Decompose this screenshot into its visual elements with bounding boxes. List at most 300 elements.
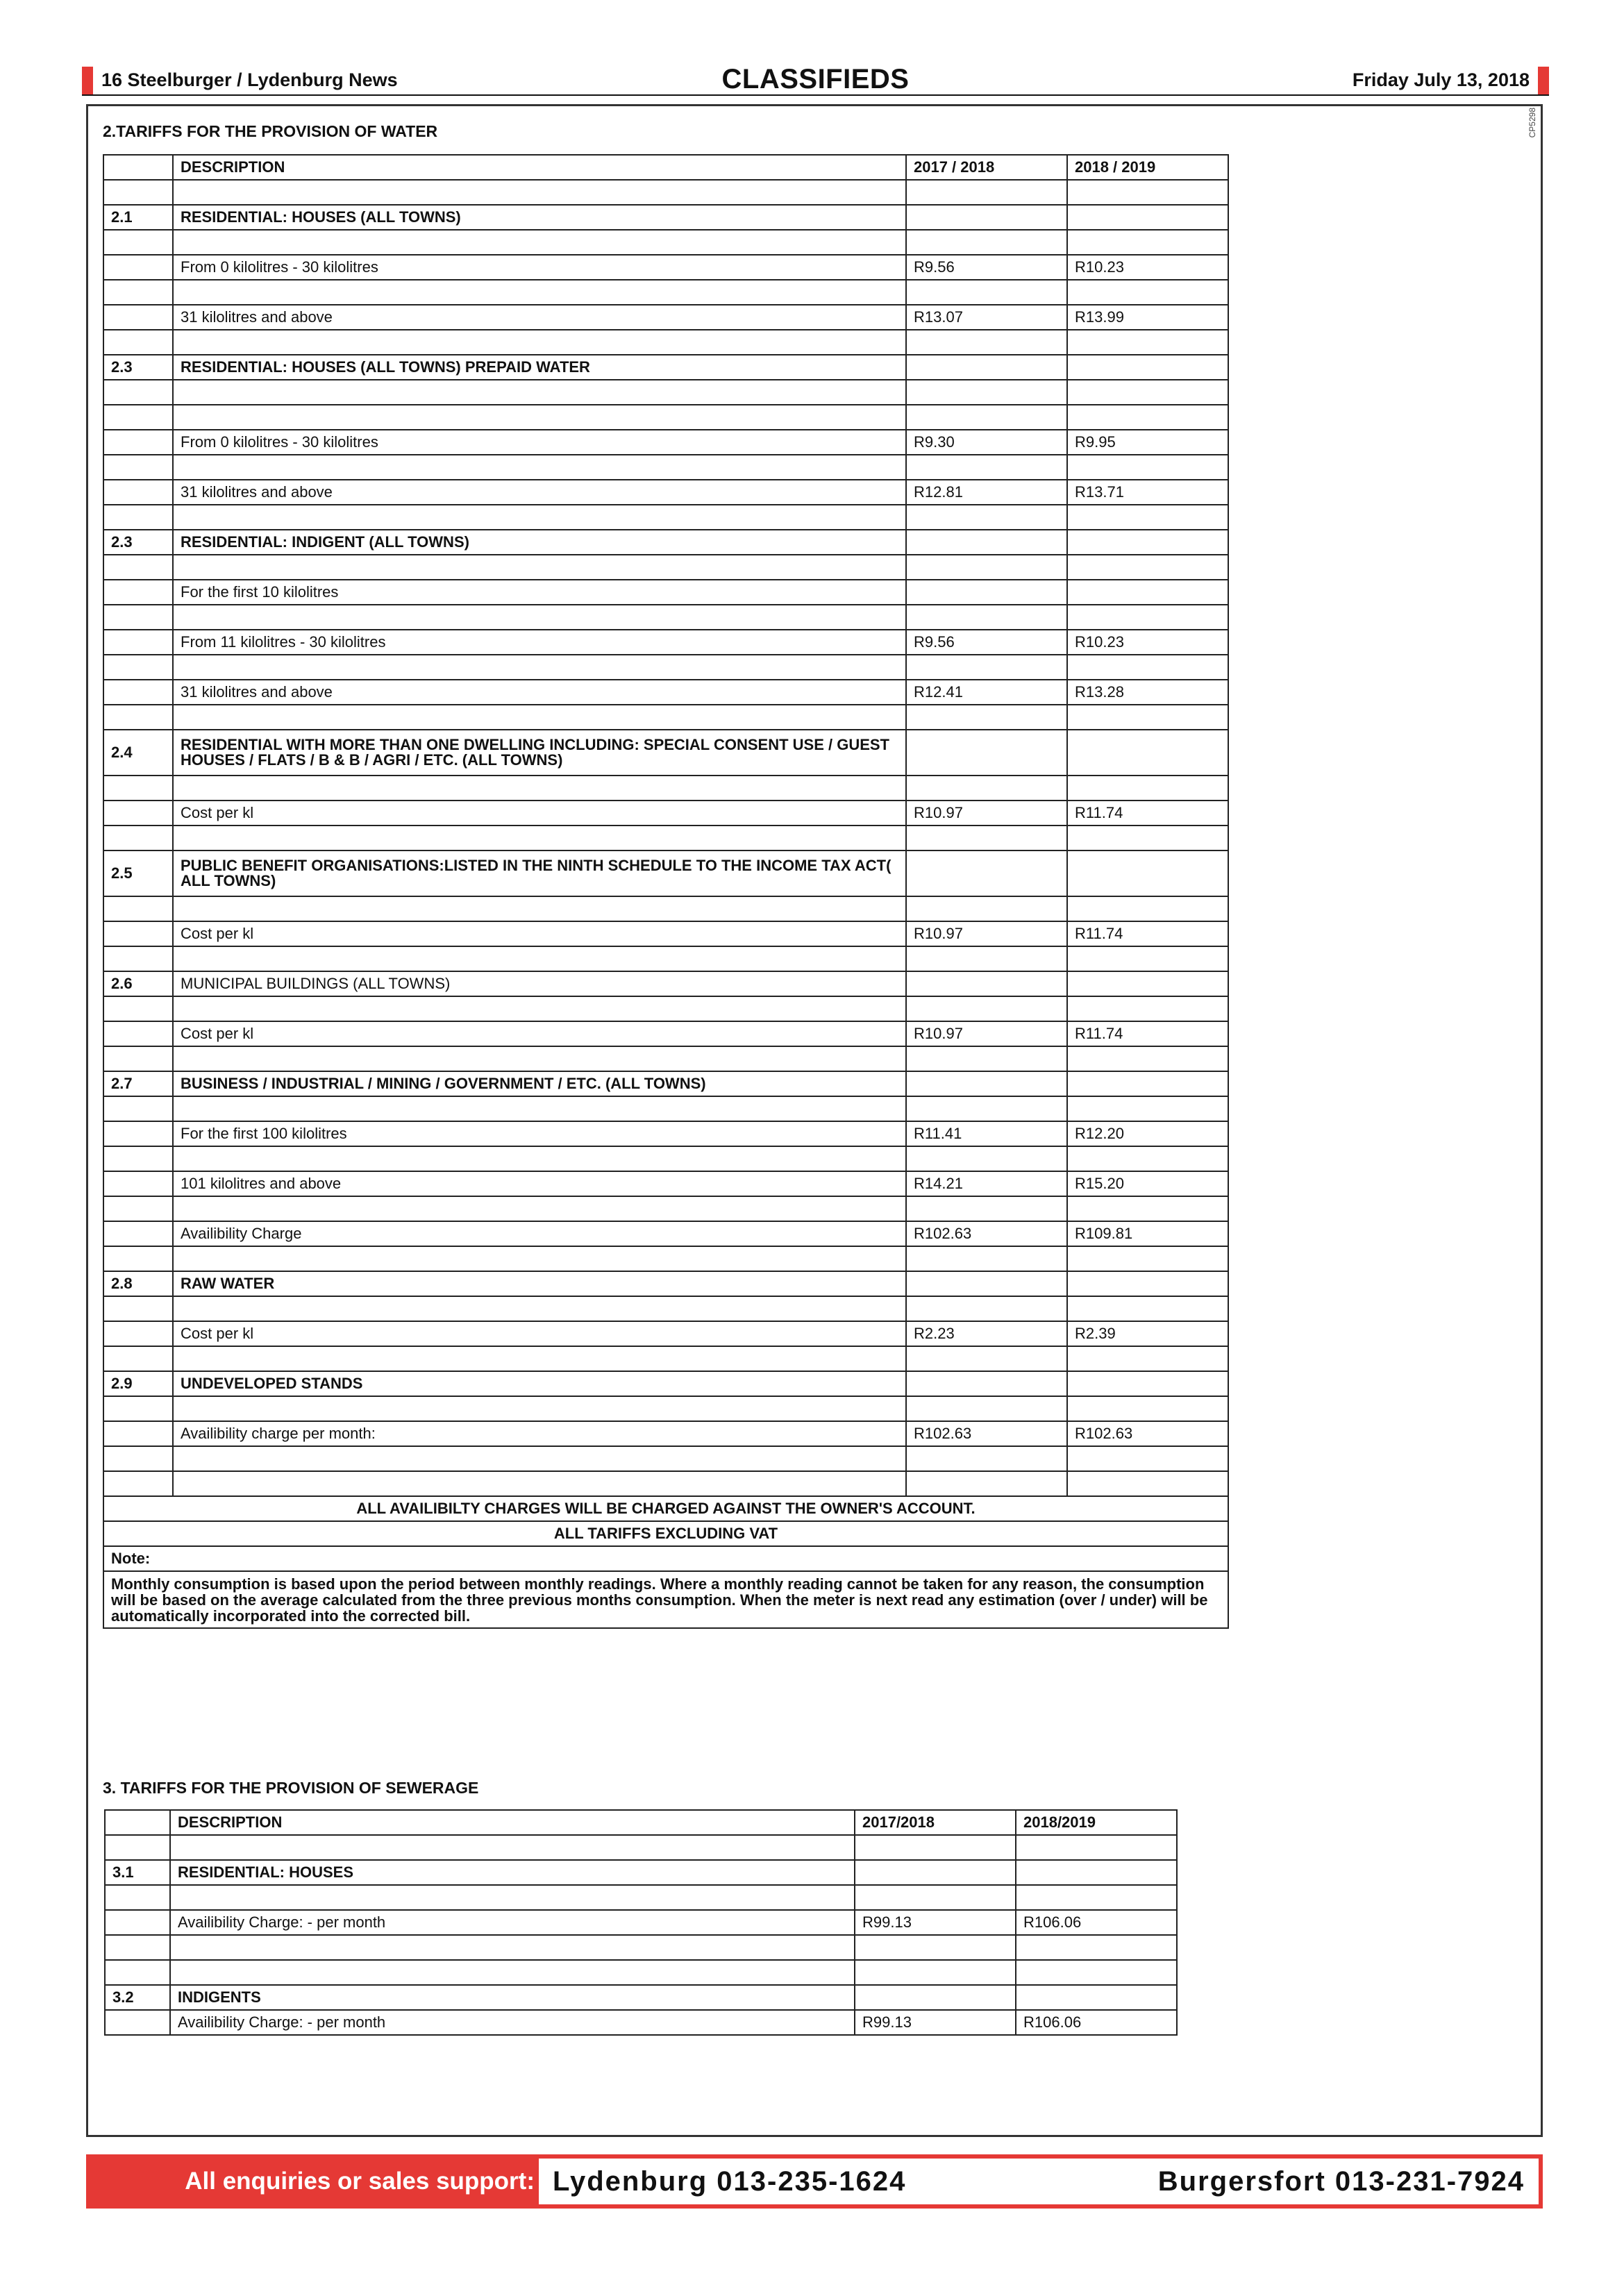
row-tariff-2017-2018-cell [855,1860,1016,1885]
row-number-cell: 2.6 [103,971,173,996]
table-row [103,705,1228,730]
row-tariff-2018-2019-cell [1067,530,1228,555]
row-tariff-2017-2018-cell: R99.13 [855,2010,1016,2035]
row-tariff-2018-2019-cell [1067,1046,1228,1071]
row-number-cell [103,555,173,580]
table-row [103,430,1228,455]
row-tariff-2017-2018-cell [906,776,1067,801]
row-number-cell [103,801,173,826]
row-tariff-2018-2019-cell [1067,1396,1228,1421]
row-description-cell: RESIDENTIAL: HOUSES (ALL TOWNS) PREPAID WATER [173,355,906,380]
row-tariff-2018-2019-cell [1067,705,1228,730]
row-tariff-2017-2018-cell [906,355,1067,380]
table-row [103,1246,1228,1271]
row-description-cell [173,505,906,530]
row-number-cell [103,1346,173,1371]
row-number-cell [103,605,173,630]
row-description-cell: Cost per kl [173,1021,906,1046]
row-description-cell [173,776,906,801]
row-tariff-2017-2018-cell [906,1371,1067,1396]
row-tariff-2017-2018-cell [906,505,1067,530]
row-description-cell: Availibility Charge: - per month [170,2010,855,2035]
row-number-cell [103,330,173,355]
row-description-cell: 31 kilolitres and above [173,305,906,330]
row-number-cell [103,505,173,530]
header-cell-description: DESCRIPTION [173,155,906,180]
header-date: Friday July 13, 2018 [1352,69,1530,90]
row-number-cell [103,255,173,280]
row-tariff-2017-2018-cell [906,705,1067,730]
row-description-cell: RAW WATER [173,1271,906,1296]
row-number-cell: 3.2 [105,1985,170,2010]
row-number-cell [103,1396,173,1421]
header-section-title: CLASSIFIEDS [721,64,910,94]
table-row [103,1421,1228,1446]
row-tariff-2017-2018-cell [906,455,1067,480]
row-description-cell [173,1396,906,1421]
availability-charges-note: ALL AVAILIBILTY CHARGES WILL BE CHARGED AGAINST THE OWNER'S ACCOUNT. [103,1496,1228,1521]
footer-phone-box [539,2159,1539,2204]
row-tariff-2017-2018-cell [906,996,1067,1021]
row-number-cell [105,1960,170,1985]
note-label-row [103,1546,1228,1571]
table-row [103,405,1228,430]
row-tariff-2017-2018-cell [906,1146,1067,1171]
row-description-cell [173,1346,906,1371]
header-cell-num [105,1810,170,1835]
row-tariff-2017-2018-cell [906,971,1067,996]
water-header-row [103,155,1228,180]
table-row [103,850,1228,896]
table-row [103,826,1228,850]
row-tariff-2017-2018-cell [855,1985,1016,2010]
row-tariff-2018-2019-cell: R10.23 [1067,630,1228,655]
table-row [103,1271,1228,1296]
row-tariff-2018-2019-cell [1067,1296,1228,1321]
row-number-cell [103,630,173,655]
table-row [103,280,1228,305]
row-tariff-2017-2018-cell [906,1096,1067,1121]
row-description-cell [173,455,906,480]
row-tariff-2017-2018-cell [855,1885,1016,1910]
row-description-cell: MUNICIPAL BUILDINGS (ALL TOWNS) [173,971,906,996]
note-label: Note: [103,1546,1228,1571]
row-description-cell [170,1935,855,1960]
row-tariff-2018-2019-cell [1067,1346,1228,1371]
row-tariff-2018-2019-cell [1016,1985,1177,2010]
table-row [103,255,1228,280]
row-tariff-2017-2018-cell: R9.56 [906,630,1067,655]
table-row [103,730,1228,776]
row-description-cell [173,1246,906,1271]
row-number-cell [103,1096,173,1121]
row-number-cell: 2.8 [103,1271,173,1296]
row-tariff-2017-2018-cell [906,655,1067,680]
row-tariff-2017-2018-cell: R10.97 [906,1021,1067,1046]
row-tariff-2017-2018-cell: R9.56 [906,255,1067,280]
row-description-cell [173,996,906,1021]
row-tariff-2017-2018-cell: R102.63 [906,1221,1067,1246]
sewerage-section-title: 3. TARIFFS FOR THE PROVISION OF SEWERAGE [103,1779,479,1797]
row-description-cell: From 0 kilolitres - 30 kilolitres [173,430,906,455]
row-tariff-2018-2019-cell [1067,455,1228,480]
table-row [103,555,1228,580]
row-tariff-2018-2019-cell [1016,1860,1177,1885]
row-tariff-2018-2019-cell: R12.20 [1067,1121,1228,1146]
row-tariff-2018-2019-cell [1067,996,1228,1021]
row-tariff-2017-2018-cell [906,330,1067,355]
row-tariff-2017-2018-cell [906,1196,1067,1221]
table-row [103,380,1228,405]
row-description-cell [173,1146,906,1171]
table-row [103,1396,1228,1421]
table-row [103,1196,1228,1221]
table-row [103,1071,1228,1096]
row-description-cell [170,1885,855,1910]
row-description-cell [173,1296,906,1321]
row-tariff-2018-2019-cell [1067,776,1228,801]
row-tariff-2018-2019-cell: R13.99 [1067,305,1228,330]
row-description-cell: RESIDENTIAL: HOUSES (ALL TOWNS) [173,205,906,230]
row-description-cell [173,230,906,255]
row-number-cell [105,1910,170,1935]
row-description-cell [170,1835,855,1860]
row-number-cell [103,705,173,730]
table-row [103,921,1228,946]
row-tariff-2018-2019-cell: R9.95 [1067,430,1228,455]
table-row [103,605,1228,630]
row-tariff-2018-2019-cell [1067,826,1228,850]
note-text-row [103,1571,1228,1628]
row-tariff-2018-2019-cell [1067,405,1228,430]
table-row [103,1121,1228,1146]
row-description-cell: Cost per kl [173,921,906,946]
row-number-cell [103,1146,173,1171]
row-tariff-2018-2019-cell [1067,205,1228,230]
row-tariff-2017-2018-cell [906,1246,1067,1271]
row-tariff-2017-2018-cell [855,1835,1016,1860]
row-number-cell [103,776,173,801]
table-row [103,680,1228,705]
table-row [103,946,1228,971]
header-cell-2017-2018: 2017/2018 [855,1810,1016,1835]
row-tariff-2017-2018-cell [906,730,1067,776]
row-tariff-2018-2019-cell: R106.06 [1016,1910,1177,1935]
row-number-cell [103,1321,173,1346]
row-description-cell [173,330,906,355]
table-row [103,1371,1228,1396]
row-tariff-2017-2018-cell [906,1271,1067,1296]
table-row [105,1835,1177,1860]
row-number-cell: 2.9 [103,1371,173,1396]
row-description-cell [173,1046,906,1071]
water-section-title: 2.TARIFFS FOR THE PROVISION OF WATER [103,122,438,140]
row-number-cell [103,1121,173,1146]
row-tariff-2018-2019-cell [1067,330,1228,355]
header-cell-description: DESCRIPTION [170,1810,855,1835]
footer-label: All enquiries or sales support: [185,2168,535,2195]
row-tariff-2018-2019-cell: R13.71 [1067,480,1228,505]
row-description-cell [173,946,906,971]
table-row [103,1021,1228,1046]
row-number-cell: 2.3 [103,530,173,555]
row-tariff-2018-2019-cell: R102.63 [1067,1421,1228,1446]
table-row [103,580,1228,605]
row-tariff-2017-2018-cell [906,405,1067,430]
table-row [103,180,1228,205]
row-tariff-2018-2019-cell: R13.28 [1067,680,1228,705]
row-tariff-2018-2019-cell [1016,1885,1177,1910]
row-description-cell: UNDEVELOPED STANDS [173,1371,906,1396]
header-cell-2018-2019: 2018 / 2019 [1067,155,1228,180]
page-header [82,64,1549,96]
row-description-cell: Availibility Charge: - per month [170,1910,855,1935]
row-tariff-2017-2018-cell: R12.81 [906,480,1067,505]
row-tariff-2017-2018-cell [906,1296,1067,1321]
table-row [103,230,1228,255]
table-row [103,305,1228,330]
vat-note: ALL TARIFFS EXCLUDING VAT [103,1521,1228,1546]
table-row [103,1171,1228,1196]
row-tariff-2018-2019-cell: R2.39 [1067,1321,1228,1346]
row-description-cell [173,1196,906,1221]
row-tariff-2018-2019-cell [1067,1371,1228,1396]
row-description-cell [173,896,906,921]
row-number-cell [103,921,173,946]
row-tariff-2018-2019-cell [1067,971,1228,996]
row-description-cell: Availibility charge per month: [173,1421,906,1446]
row-description-cell: 31 kilolitres and above [173,480,906,505]
row-tariff-2017-2018-cell: R10.97 [906,801,1067,826]
row-description-cell: PUBLIC BENEFIT ORGANISATIONS:LISTED IN THE NINTH SCHEDULE TO THE INCOME TAX ACT( ALL TOWNS) [173,850,906,896]
row-description-cell [173,605,906,630]
table-row [103,1296,1228,1321]
row-description-cell: From 11 kilolitres - 30 kilolitres [173,630,906,655]
row-tariff-2018-2019-cell: R109.81 [1067,1221,1228,1246]
row-description-cell: For the first 10 kilolitres [173,580,906,605]
row-tariff-2017-2018-cell: R14.21 [906,1171,1067,1196]
row-description-cell [173,1471,906,1496]
header-cell-2017-2018: 2017 / 2018 [906,155,1067,180]
row-tariff-2017-2018-cell [906,580,1067,605]
table-row [103,1046,1228,1071]
row-number-cell [103,655,173,680]
table-row [103,505,1228,530]
row-tariff-2018-2019-cell [1067,1096,1228,1121]
row-tariff-2017-2018-cell [906,205,1067,230]
row-number-cell [103,1221,173,1246]
row-number-cell [103,1021,173,1046]
row-tariff-2018-2019-cell [1067,230,1228,255]
row-number-cell [103,1246,173,1271]
header-cell-2018-2019: 2018/2019 [1016,1810,1177,1835]
row-description-cell [173,705,906,730]
row-number-cell [103,480,173,505]
row-description-cell [173,1446,906,1471]
row-tariff-2017-2018-cell [906,280,1067,305]
row-tariff-2018-2019-cell: R15.20 [1067,1171,1228,1196]
row-number-cell [105,2010,170,2035]
row-number-cell [103,1046,173,1071]
table-row [105,1960,1177,1985]
row-tariff-2017-2018-cell [906,1346,1067,1371]
header-red-bar-right [1538,67,1549,96]
row-tariff-2018-2019-cell [1067,1246,1228,1271]
header-rule [82,94,1549,96]
table-row [103,971,1228,996]
row-description-cell: Cost per kl [173,801,906,826]
row-tariff-2017-2018-cell: R102.63 [906,1421,1067,1446]
note-text: Monthly consumption is based upon the period between monthly readings. Where a monthly reading cannot be taken for any reason, the consumption will be based on the average calculated from the three previous months consumption. When the meter is next read any estimation (over / under) will be automatically incorporated into the corrected bill. [103,1571,1228,1628]
row-tariff-2018-2019-cell [1067,850,1228,896]
row-description-cell [173,405,906,430]
water-tariff-table [103,154,1229,1629]
row-tariff-2017-2018-cell [906,555,1067,580]
row-number-cell [103,405,173,430]
row-tariff-2018-2019-cell: R11.74 [1067,921,1228,946]
row-tariff-2017-2018-cell [906,530,1067,555]
sewerage-header-row [105,1810,1177,1835]
row-description-cell: Cost per kl [173,1321,906,1346]
row-tariff-2017-2018-cell [906,1471,1067,1496]
row-number-cell: 2.5 [103,850,173,896]
availability-charges-note-row [103,1496,1228,1521]
table-row [103,1471,1228,1496]
table-row [103,1096,1228,1121]
row-description-cell: INDIGENTS [170,1985,855,2010]
row-description-cell [173,380,906,405]
row-description-cell: 101 kilolitres and above [173,1171,906,1196]
row-tariff-2018-2019-cell [1067,655,1228,680]
table-row [103,655,1228,680]
water-table-body [103,155,1228,1628]
row-tariff-2018-2019-cell [1067,580,1228,605]
row-number-cell: 2.7 [103,1071,173,1096]
header-publication: 16 Steelburger / Lydenburg News [101,69,398,90]
row-tariff-2017-2018-cell: R12.41 [906,680,1067,705]
row-tariff-2017-2018-cell [906,380,1067,405]
table-row [103,480,1228,505]
row-number-cell: 2.1 [103,205,173,230]
row-tariff-2018-2019-cell [1016,1935,1177,1960]
row-number-cell: 3.1 [105,1860,170,1885]
row-description-cell: From 0 kilolitres - 30 kilolitres [173,255,906,280]
row-tariff-2018-2019-cell [1016,1960,1177,1985]
row-number-cell [103,826,173,850]
row-tariff-2018-2019-cell: R10.23 [1067,255,1228,280]
row-tariff-2018-2019-cell [1067,1471,1228,1496]
row-tariff-2018-2019-cell [1067,946,1228,971]
row-tariff-2018-2019-cell [1067,505,1228,530]
row-tariff-2017-2018-cell [855,1960,1016,1985]
table-row [103,1221,1228,1246]
row-number-cell [103,305,173,330]
row-number-cell [103,1171,173,1196]
row-number-cell [103,1196,173,1221]
row-tariff-2018-2019-cell: R11.74 [1067,1021,1228,1046]
table-row [105,1910,1177,1935]
row-tariff-2018-2019-cell [1067,380,1228,405]
row-tariff-2017-2018-cell: R99.13 [855,1910,1016,1935]
row-tariff-2017-2018-cell [906,1046,1067,1071]
row-description-cell: For the first 100 kilolitres [173,1121,906,1146]
table-row [103,205,1228,230]
row-description-cell [173,280,906,305]
table-row [103,355,1228,380]
row-description-cell [173,655,906,680]
row-tariff-2018-2019-cell [1067,730,1228,776]
row-tariff-2017-2018-cell: R13.07 [906,305,1067,330]
row-number-cell: 2.4 [103,730,173,776]
contact-footer [86,2154,1543,2209]
row-number-cell [103,455,173,480]
row-tariff-2017-2018-cell: R9.30 [906,430,1067,455]
row-number-cell [103,380,173,405]
row-number-cell [105,1885,170,1910]
row-number-cell [103,230,173,255]
vat-note-row [103,1521,1228,1546]
row-tariff-2018-2019-cell [1016,1835,1177,1860]
row-tariff-2018-2019-cell [1067,896,1228,921]
row-number-cell [103,430,173,455]
row-number-cell [103,1421,173,1446]
row-tariff-2017-2018-cell [906,230,1067,255]
sewerage-tariff-table [104,1809,1178,2036]
row-number-cell [103,680,173,705]
row-tariff-2017-2018-cell [906,850,1067,896]
row-tariff-2017-2018-cell: R2.23 [906,1321,1067,1346]
row-description-cell: RESIDENTIAL: INDIGENT (ALL TOWNS) [173,530,906,555]
row-number-cell [105,1935,170,1960]
table-row [103,896,1228,921]
row-tariff-2018-2019-cell [1067,605,1228,630]
row-number-cell [103,946,173,971]
row-tariff-2017-2018-cell [906,826,1067,850]
row-tariff-2018-2019-cell [1067,1071,1228,1096]
row-description-cell: RESIDENTIAL WITH MORE THAN ONE DWELLING INCLUDING: SPECIAL CONSENT USE / GUEST HOUSES / FLATS / B & B / AGRI / ETC. (ALL TOWNS) [173,730,906,776]
table-row [103,1146,1228,1171]
row-number-cell [103,1296,173,1321]
row-tariff-2017-2018-cell: R10.97 [906,921,1067,946]
row-tariff-2017-2018-cell [906,605,1067,630]
table-row [105,2010,1177,2035]
row-tariff-2017-2018-cell [855,1935,1016,1960]
row-tariff-2018-2019-cell [1067,1196,1228,1221]
row-number-cell [103,1471,173,1496]
row-description-cell: Availibility Charge [173,1221,906,1246]
row-number-cell: 2.3 [103,355,173,380]
row-tariff-2018-2019-cell [1067,180,1228,205]
header-cell-num [103,155,173,180]
row-tariff-2018-2019-cell [1067,280,1228,305]
row-description-cell: RESIDENTIAL: HOUSES [170,1860,855,1885]
table-row [103,630,1228,655]
row-tariff-2017-2018-cell [906,946,1067,971]
table-row [103,530,1228,555]
table-row [103,1321,1228,1346]
row-tariff-2018-2019-cell [1067,355,1228,380]
row-tariff-2018-2019-cell [1067,555,1228,580]
row-number-cell [103,1446,173,1471]
table-row [103,455,1228,480]
table-row [103,996,1228,1021]
row-tariff-2018-2019-cell [1067,1446,1228,1471]
row-tariff-2017-2018-cell [906,1396,1067,1421]
row-description-cell: BUSINESS / INDUSTRIAL / MINING / GOVERNMENT / ETC. (ALL TOWNS) [173,1071,906,1096]
row-tariff-2018-2019-cell [1067,1271,1228,1296]
row-description-cell [170,1960,855,1985]
sewerage-table-body [105,1810,1177,2035]
